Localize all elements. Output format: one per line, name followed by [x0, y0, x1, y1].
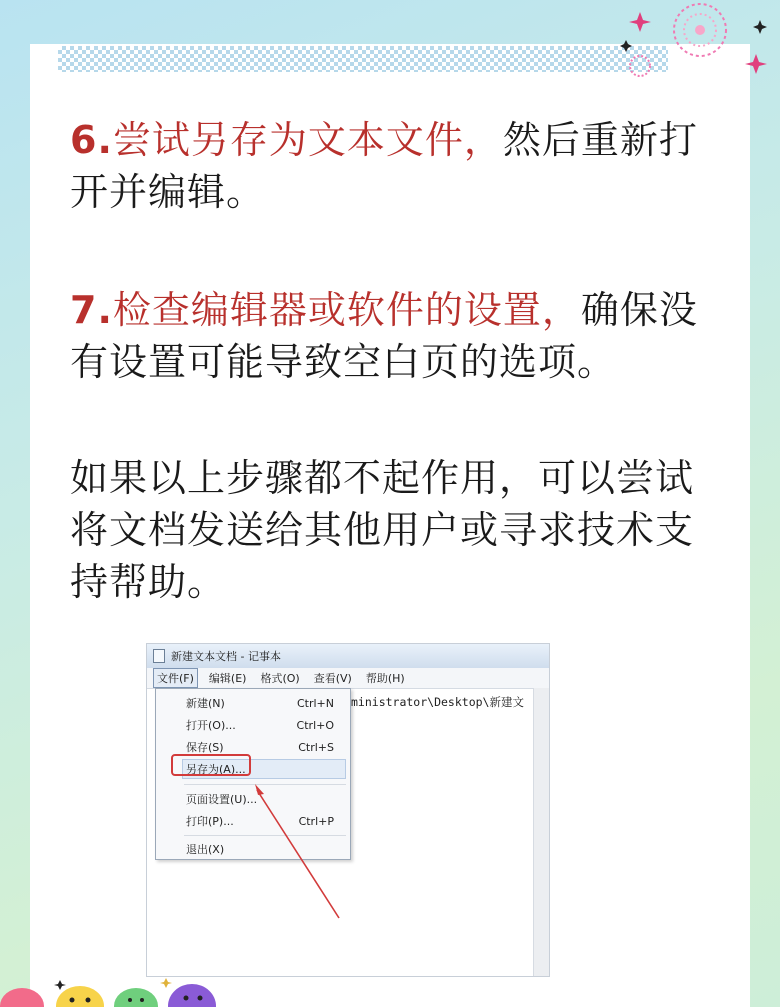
step-highlight: 检查编辑器或软件的设置，: [112, 288, 581, 332]
paragraph-closing: [70, 452, 720, 608]
menu-item-label: 打开(O)...: [186, 719, 236, 732]
step-highlight: 尝试另存为文本文件，: [112, 118, 503, 162]
step-text-line2: 开并编辑。: [70, 170, 266, 214]
closing-line-1: 如果以上步骤都不起作用，可以尝试: [70, 456, 695, 500]
pixel-decoration-strip: [58, 46, 668, 72]
menu-view[interactable]: 查看(V): [313, 672, 352, 685]
menu-item-label: 新建(N): [186, 697, 225, 710]
menu-help[interactable]: 帮助(H): [365, 672, 405, 685]
closing-line-2: 将文档发送给其他用户或寻求技术支: [70, 508, 695, 552]
menu-item-label: 另存为(A)...: [186, 763, 246, 776]
closing-line-3: 持帮助。: [70, 560, 227, 604]
step-text: 确保没: [580, 288, 698, 332]
paragraph-step-7: [70, 284, 720, 388]
step-text: 然后重新打: [502, 118, 698, 162]
annotation-arrow-icon: [147, 644, 550, 977]
notepad-title: 新建文本文档 - 记事本: [171, 650, 281, 663]
notepad-screenshot: [146, 643, 550, 977]
step-number: 6.: [70, 118, 113, 162]
menu-item-label: 打印(P)...: [186, 815, 234, 828]
menu-item-label: 保存(S): [186, 741, 224, 754]
menu-item-shortcut: Ctrl+S: [298, 740, 334, 754]
menu-edit[interactable]: 编辑(E): [208, 672, 247, 685]
step-number: 7.: [70, 288, 113, 332]
notepad-path-text: ministrator\Desktop\新建文: [351, 695, 524, 709]
menu-file[interactable]: 文件(F): [153, 668, 198, 688]
menu-item-shortcut: Ctrl+N: [296, 696, 334, 710]
menu-item-shortcut: Ctrl+O: [296, 718, 334, 732]
menu-item-label: 页面设置(U)...: [186, 793, 258, 806]
menu-item-shortcut: Ctrl+P: [298, 814, 334, 828]
paragraph-step-6: [70, 114, 720, 218]
menu-item-label: 退出(X): [186, 843, 225, 856]
step-text-line2: 有设置可能导致空白页的选项。: [70, 340, 617, 384]
menu-format[interactable]: 格式(O): [260, 672, 300, 685]
